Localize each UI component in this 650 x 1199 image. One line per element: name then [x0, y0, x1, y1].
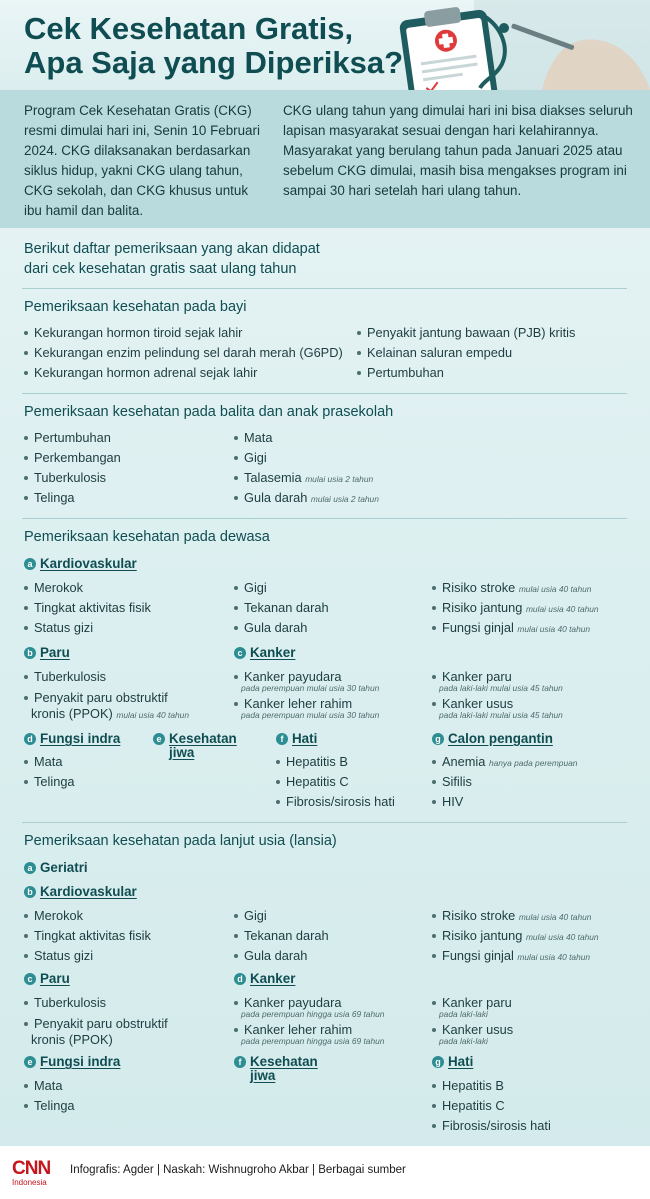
item-label: Risiko jantung [442, 600, 523, 615]
badge: a [24, 862, 36, 874]
item-note: pada perempuan mulai usia 30 tahun [241, 710, 380, 720]
list-item: Gigi [234, 908, 267, 924]
list-item: Tekanan darah [234, 600, 329, 616]
subsection-calon-pengantin [432, 732, 553, 746]
list-item: Kekurangan hormon adrenal sejak lahir [24, 365, 257, 381]
divider [22, 518, 627, 519]
item-note: mulai usia 2 tahun [310, 494, 379, 504]
badge: e [153, 733, 165, 745]
header [0, 0, 650, 90]
section-title-bayi: Pemeriksaan kesehatan pada bayi [24, 299, 247, 315]
intro-col-2: CKG ulang tahun yang dimulai hari ini bisa diakses seluruh lapisan masyarakat sesuai dengan hari kelahirannya. Masyarakat yang berulang tahun pada Januari 2025 atau sebelum CKG dimulai, masih bisa mengakses program ini sampai 30 hari setelah hari ulang tahun. [283, 103, 633, 198]
list-item: Sifilis [432, 774, 472, 790]
subsection-hati [432, 1055, 473, 1069]
item-note: mulai usia 40 tahun [517, 952, 591, 962]
item-note: pada perempuan mulai usia 30 tahun [241, 683, 380, 693]
subsection-label: Hati [292, 731, 318, 746]
list-item [432, 580, 591, 597]
badge: a [24, 558, 36, 570]
section-title-dewasa: Pemeriksaan kesehatan pada dewasa [24, 529, 270, 545]
badge: f [234, 1056, 246, 1068]
clipboard-illustration [392, 0, 650, 90]
list-item: Tingkat aktivitas fisik [24, 928, 151, 944]
list-item: Kekurangan hormon tiroid sejak lahir [24, 325, 242, 341]
badge: c [234, 647, 246, 659]
item-label: Fungsi ginjal [442, 620, 514, 635]
subsection-paru [24, 972, 70, 986]
list-item: Pertumbuhan [24, 430, 111, 446]
title-line-2: Apa Saja yang Diperiksa? [24, 45, 404, 80]
subsection-label: Kardiovaskular [40, 884, 137, 899]
item-note: mulai usia 40 tahun [518, 912, 592, 922]
list-item: Penyakit jantung bawaan (PJB) kritis [357, 325, 575, 341]
list-item: Gigi [234, 450, 267, 466]
subsection-kesehatan-jiwa [234, 1055, 318, 1083]
list-item: Hepatitis B [276, 754, 348, 770]
list-item: Kanker payudara [234, 995, 341, 1011]
subsection-label: Calon pengantin [448, 731, 553, 746]
list-item: Hepatitis B [432, 1078, 504, 1094]
item-note: pada laki-laki [439, 1036, 488, 1046]
subsection-kanker [234, 646, 295, 660]
item-note: mulai usia 40 tahun [525, 932, 599, 942]
badge: b [24, 647, 36, 659]
subsection-kesehatan-jiwa [153, 732, 237, 760]
subsection-label: Kesehatan [250, 1054, 318, 1069]
list-item: Status gizi [24, 948, 93, 964]
list-item [432, 908, 591, 925]
cnn-indonesia-logo [12, 1159, 56, 1188]
subsection-fungsi-indra [24, 1055, 120, 1069]
item-note: mulai usia 40 tahun [517, 624, 591, 634]
list-item: Gula darah [234, 948, 307, 964]
divider [22, 393, 627, 394]
list-item: Kanker paru [432, 995, 512, 1011]
list-item [432, 928, 599, 945]
subsection-label: jiwa [169, 745, 195, 760]
list-item: Gula darah [234, 620, 307, 636]
list-item: Kelainan saluran empedu [357, 345, 512, 361]
subsection-geriatri [24, 861, 88, 875]
subsection-kardiovaskular [24, 885, 137, 899]
list-item: Tuberkulosis [24, 669, 106, 685]
logo-subtext: Indonesia [12, 1178, 47, 1187]
item-label: Anemia [442, 754, 486, 769]
item-note: hanya pada perempuan [488, 758, 578, 768]
intro-panel [0, 90, 650, 228]
subsection-label: jiwa [250, 1068, 276, 1083]
list-item [432, 754, 577, 771]
item-label: Risiko jantung [442, 928, 523, 943]
title-line-1: Cek Kesehatan Gratis, [24, 11, 354, 46]
list-item: Kanker leher rahim [234, 696, 352, 712]
list-item-continued: kronis (PPOK) [31, 1032, 113, 1047]
list-item: Telinga [24, 490, 75, 506]
badge: g [432, 733, 444, 745]
item-label: Fungsi ginjal [442, 948, 514, 963]
lead-text: Berikut daftar pemeriksaan yang akan didapat dari cek kesehatan gratis saat ulang tahun [24, 241, 320, 277]
list-item: Kanker leher rahim [234, 1022, 352, 1038]
item-note: mulai usia 40 tahun [518, 584, 592, 594]
list-item: Mata [24, 1078, 62, 1094]
item-note: pada laki-laki mulai usia 45 tahun [439, 683, 563, 693]
intro-col-1: Program Cek Kesehatan Gratis (CKG) resmi dimulai hari ini, Senin 10 Februari 2024. CKG dilaksanakan berdasarkan siklus hidup, yakni CKG ulang tahun, CKG sekolah, dan CKG khusus untuk ibu hamil dan balita. [24, 103, 260, 218]
subsection-paru [24, 646, 70, 660]
list-item: Mata [234, 430, 272, 446]
subsection-label: Fungsi indra [40, 731, 121, 746]
list-item [234, 470, 373, 487]
item-note: pada perempuan hingga usia 69 tahun [241, 1009, 385, 1019]
list-item: HIV [432, 794, 463, 810]
item-label: Talasemia [244, 470, 302, 485]
item-note: mulai usia 40 tahun [525, 604, 599, 614]
list-item [234, 490, 379, 507]
badge: b [24, 886, 36, 898]
list-item [432, 620, 590, 637]
subsection-label: Hati [448, 1054, 474, 1069]
footer [0, 1146, 650, 1199]
list-item: Hepatitis C [276, 774, 349, 790]
subsection-label: Kanker [250, 645, 296, 660]
list-item: Tingkat aktivitas fisik [24, 600, 151, 616]
list-item: Kanker paru [432, 669, 512, 685]
item-note: mulai usia 2 tahun [305, 474, 374, 484]
item-note: pada perempuan hingga usia 69 tahun [241, 1036, 385, 1046]
subsection-label: Paru [40, 645, 70, 660]
subsection-label: Kardiovaskular [40, 556, 137, 571]
item-label: kronis (PPOK) [31, 706, 113, 721]
list-item: Fibrosis/sirosis hati [276, 794, 395, 810]
subsection-fungsi-indra [24, 732, 120, 746]
list-item: Fibrosis/sirosis hati [432, 1118, 551, 1134]
list-item [432, 948, 590, 965]
list-item: Tuberkulosis [24, 995, 106, 1011]
list-item: Penyakit paru obstruktif [24, 690, 168, 706]
subsection-label: Kanker [250, 971, 296, 986]
badge: f [276, 733, 288, 745]
page-title [24, 12, 444, 80]
badge: d [24, 733, 36, 745]
subsection-kanker [234, 972, 295, 986]
badge: d [234, 973, 246, 985]
credit-text: Infografis: Agder | Naskah: Wishnugroho Akbar | Berbagai sumber [70, 1164, 406, 1176]
list-item: Penyakit paru obstruktif [24, 1016, 168, 1032]
badge: c [24, 973, 36, 985]
list-item: Merokok [24, 908, 83, 924]
badge: g [432, 1056, 444, 1068]
divider [22, 822, 627, 823]
list-item: Tekanan darah [234, 928, 329, 944]
item-note: pada laki-laki mulai usia 45 tahun [439, 710, 563, 720]
list-item: Hepatitis C [432, 1098, 505, 1114]
list-item: Telinga [24, 774, 75, 790]
subsection-label: Geriatri [40, 860, 88, 875]
divider [22, 288, 627, 289]
list-item: Kanker payudara [234, 669, 341, 685]
list-item [432, 600, 599, 617]
item-note: pada laki-laki [439, 1009, 488, 1019]
list-item: Kekurangan enzim pelindung sel darah merah (G6PD) [24, 345, 343, 361]
subsection-kardiovaskular [24, 557, 137, 571]
list-item: Pertumbuhan [357, 365, 444, 381]
logo-text: CNN [12, 1158, 51, 1179]
list-item: Mata [24, 754, 62, 770]
list-item: Tuberkulosis [24, 470, 106, 486]
section-title-lansia: Pemeriksaan kesehatan pada lanjut usia (lansia) [24, 833, 337, 849]
list-item: Status gizi [24, 620, 93, 636]
item-note: mulai usia 40 tahun [116, 710, 189, 720]
subsection-hati [276, 732, 317, 746]
item-label: Risiko stroke [442, 580, 516, 595]
list-item-continued [31, 706, 189, 723]
list-item: Gigi [234, 580, 267, 596]
list-item: Merokok [24, 580, 83, 596]
section-title-balita: Pemeriksaan kesehatan pada balita dan anak prasekolah [24, 404, 394, 420]
list-item: Kanker usus [432, 696, 513, 712]
subsection-label: Paru [40, 971, 70, 986]
list-item: Perkembangan [24, 450, 121, 466]
badge: e [24, 1056, 36, 1068]
list-item: Kanker usus [432, 1022, 513, 1038]
subsection-label: Fungsi indra [40, 1054, 121, 1069]
subsection-label: Kesehatan [169, 731, 237, 746]
item-label: Gula darah [244, 490, 308, 505]
item-label: Risiko stroke [442, 908, 516, 923]
list-item: Telinga [24, 1098, 75, 1114]
